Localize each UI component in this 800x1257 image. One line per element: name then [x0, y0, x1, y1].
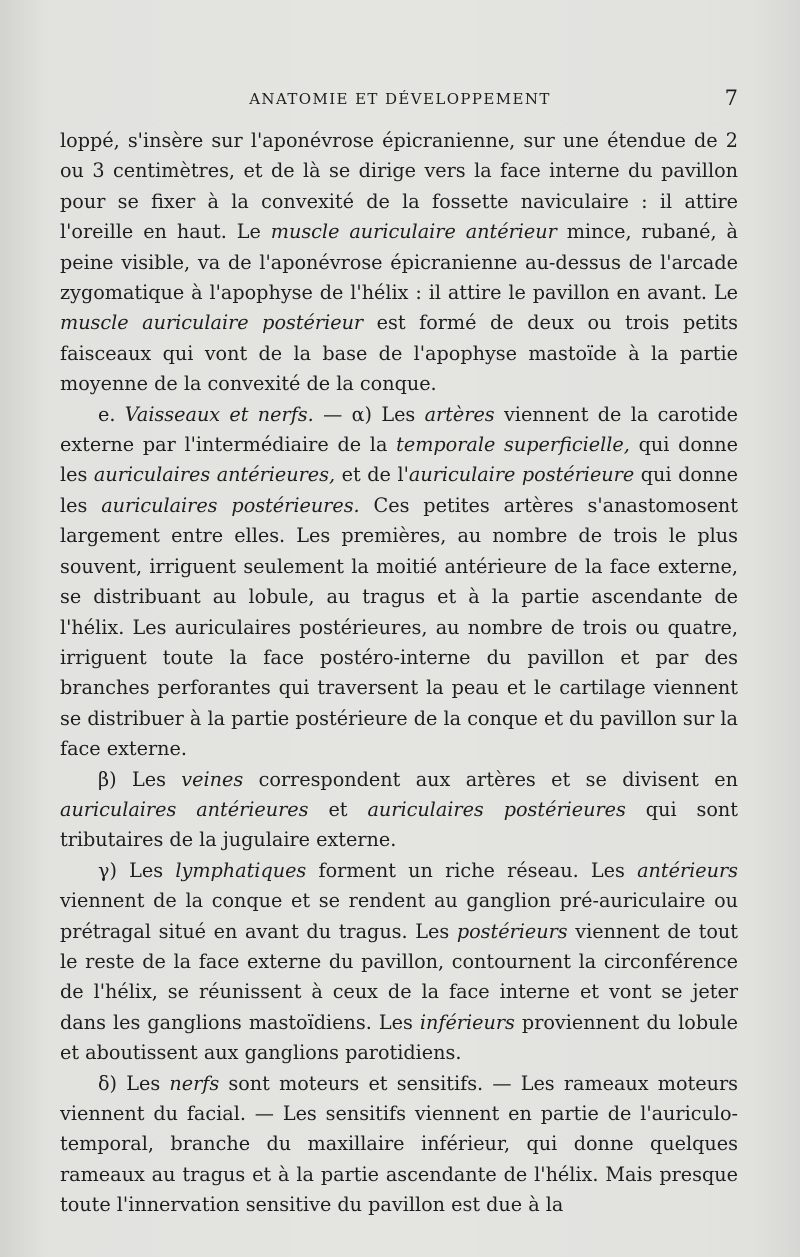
text-run: Ces petites artères s'anastomosent largement entre elles. Les premières, au nombre de trois le plus souvent, irriguent seulement la moitié antérieure de la face externe, se distribuant au lobule, au tragus et à la partie ascendante de l'hélix. Les auriculaires postérieures, au nombre de trois ou quatre, irriguent toute la face postéro-interne du pavillon et par des branches perforantes qui traversent la peau et le cartilage viennent se distribuer à la partie postérieure de la conque et du pavillon sur la face externe.	[60, 493, 738, 761]
text-run: et de l'	[335, 463, 409, 487]
text-run: viennent de la carotide externe par l'intermédiaire de la	[60, 402, 738, 457]
paragraph	[60, 126, 738, 400]
text-run: forment un riche réseau. Les	[306, 858, 638, 882]
text-run: e.	[98, 402, 125, 426]
paragraph	[60, 765, 738, 856]
running-title: ANATOMIE ET DÉVELOPPEMENT	[249, 90, 551, 108]
text-run: viennent de la conque et se rendent au ganglion pré-auriculaire ou prétragal situé en avant du tragus. Les	[60, 889, 738, 943]
page-number: 7	[724, 86, 738, 110]
italic-term: inférieurs	[419, 1010, 515, 1034]
text-run: mince, rubané, à peine visible, va de l'aponévrose épicranienne au-dessus de l'arcade zygomatique à l'apophyse de l'hélix : il attire le pavillon en avant. Le	[60, 220, 738, 305]
page-header	[60, 86, 740, 116]
text-run: qui donne les	[60, 433, 738, 487]
text-run: viennent de tout le reste de la face externe du pavillon, contournent la circonférence de l'hélix, se réunissent à ceux de la face interne et vont se jeter dans les ganglions mastoïdiens. Les	[60, 919, 738, 1034]
italic-term: temporale superficielle,	[396, 433, 630, 457]
text-run: sont moteurs et sensitifs. — Les rameaux moteurs viennent du facial. — Les sensitifs viennent en partie de l'auriculo-temporal, branche du maxillaire inférieur, qui donne quelques rameaux au tragus et à la partie ascendante de l'hélix. Mais presque toute l'innervation sensitive du pavillon est due à la	[60, 1071, 738, 1217]
text-run: loppé, s'insère sur l'aponévrose épicranienne, sur une étendue de 2 ou 3 centimètres, et de là se dirige vers la face interne du pavillon pour se fixer à la convexité de la fossette naviculaire : il attire l'oreille en haut. Le	[60, 129, 738, 244]
text-run: qui donne les	[60, 463, 738, 517]
text-run: — α) Les	[313, 402, 425, 426]
italic-term: postérieurs	[456, 919, 568, 943]
italic-term: auriculaires antérieures,	[93, 463, 336, 487]
italic-term: muscle auriculaire antérieur	[270, 220, 557, 244]
italic-term: veines	[181, 767, 244, 791]
paragraph	[60, 1069, 738, 1221]
text-run: δ) Les	[98, 1071, 170, 1095]
text-run: γ) Les	[98, 858, 176, 882]
italic-term: lymphatiques	[175, 858, 307, 882]
text-run: et	[308, 797, 368, 821]
italic-term: muscle auriculaire postérieur	[60, 311, 364, 335]
italic-term: artères	[424, 402, 495, 426]
text-run: β) Les	[98, 767, 182, 791]
text-run: correspondent aux artères et se divisent en	[243, 767, 738, 791]
italic-term: auriculaire postérieure	[408, 463, 635, 487]
italic-term: nerfs	[169, 1071, 220, 1095]
italic-term: auriculaires postérieures	[367, 797, 626, 821]
italic-term: Vaisseaux et nerfs.	[124, 402, 314, 426]
italic-term: antérieurs	[637, 858, 738, 882]
text-run: est formé de deux ou trois petits faisceaux qui vont de la base de l'apophyse mastoïde à la partie moyenne de la convexité de la conque.	[60, 311, 738, 396]
text-run: proviennent du lobule et aboutissent aux ganglions parotidiens.	[60, 1010, 738, 1065]
italic-term: auriculaires antérieures	[60, 797, 309, 821]
italic-term: auriculaires postérieures.	[101, 493, 360, 517]
body-text	[60, 126, 738, 1221]
text-run: qui sont tributaires de la jugulaire externe.	[60, 797, 738, 852]
paragraph	[60, 400, 738, 765]
paragraph	[60, 856, 738, 1069]
